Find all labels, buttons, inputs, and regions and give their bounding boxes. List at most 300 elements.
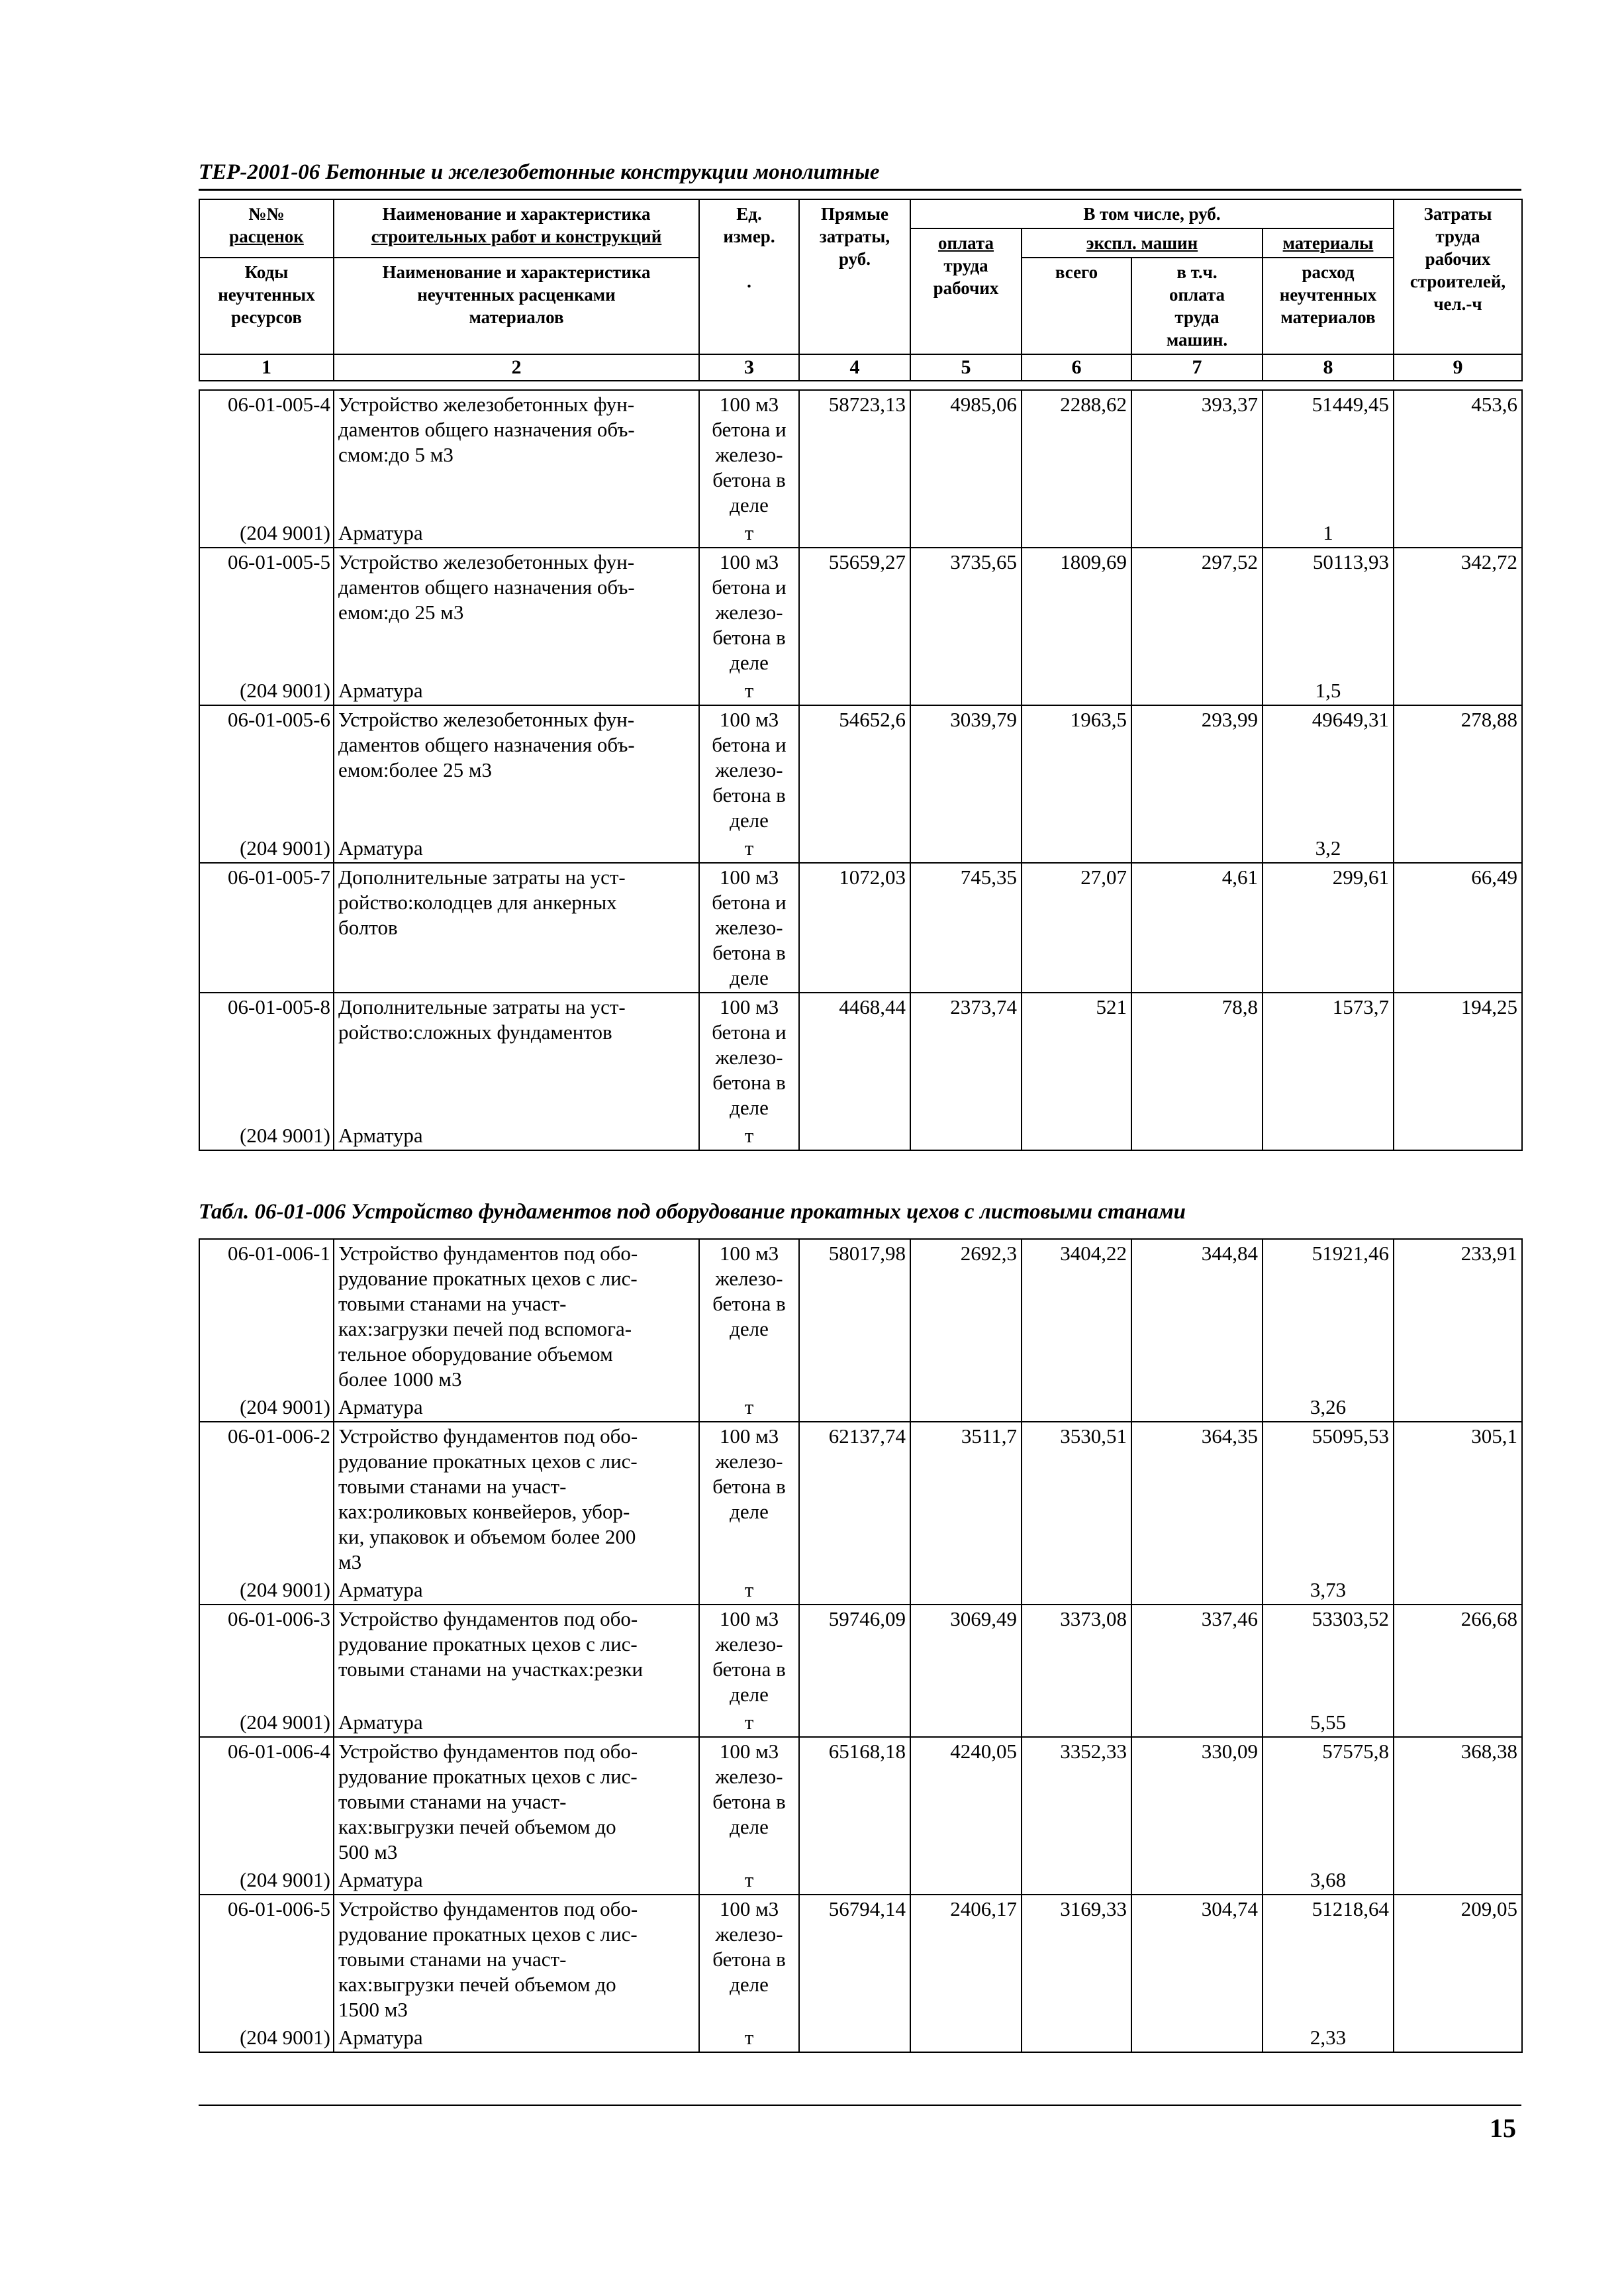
material-name: Арматура <box>334 677 699 705</box>
material-unit: т <box>699 1122 799 1150</box>
rate-row <box>199 863 1522 993</box>
table-caption: Табл. 06-01-006 Устройство фундаментов под оборудование прокатных цехов с листовыми станами <box>199 1200 1186 1224</box>
cell-line: деле <box>730 1973 769 1996</box>
cell-line: рудование прокатных цехов с лис- <box>338 1267 638 1290</box>
header-direct-costs: Прямые затраты, руб. <box>799 199 910 354</box>
empty-cell <box>1022 834 1131 863</box>
machines-total: 3352,33 <box>1022 1737 1131 1866</box>
empty-cell <box>1394 1122 1522 1150</box>
cell-line: рудование прокатных цехов с лис- <box>338 1922 638 1946</box>
empty-cell <box>910 1866 1022 1895</box>
materials-cost: 49649,31 <box>1263 705 1394 834</box>
empty-cell <box>910 2024 1022 2052</box>
cell-line: Устройство фундаментов под обо- <box>338 1242 638 1265</box>
material-quantity: 1 <box>1263 519 1394 548</box>
cell-line: железо- <box>715 1267 783 1290</box>
machines-total: 1809,69 <box>1022 548 1131 677</box>
cell-line: товыми станами на участ- <box>338 1948 567 1971</box>
material-unit: т <box>699 834 799 863</box>
rate-code: 06-01-005-6 <box>199 705 334 834</box>
worker-pay: 4985,06 <box>910 390 1022 519</box>
cell-line: ках:выгрузки печей объемом до <box>338 1973 616 1996</box>
cell-line: Устройство железобетонных фун- <box>338 550 635 573</box>
material-code: (204 9001) <box>199 677 334 705</box>
header-work-name: Наименование и характеристика строительных работ и конструкций <box>334 199 699 258</box>
material-name: Арматура <box>334 1576 699 1605</box>
material-code: (204 9001) <box>199 1122 334 1150</box>
labor-hours: 233,91 <box>1394 1239 1522 1393</box>
cell-line: товыми станами на участках:резки <box>338 1658 644 1681</box>
cell-line: Устройство фундаментов под обо- <box>338 1424 638 1448</box>
labor-hours: 278,88 <box>1394 705 1522 834</box>
worker-pay: 2692,3 <box>910 1239 1022 1393</box>
empty-cell <box>799 2024 910 2052</box>
empty-cell <box>910 519 1022 548</box>
header-material-name: Наименование и характеристика неучтенных расценками материалов <box>334 258 699 354</box>
machinist-pay: 293,99 <box>1131 705 1263 834</box>
material-code: (204 9001) <box>199 2024 334 2052</box>
material-code: (204 9001) <box>199 1709 334 1737</box>
cell-line: железо- <box>715 1632 783 1656</box>
empty-cell <box>1131 2024 1263 2052</box>
labor-hours: 194,25 <box>1394 993 1522 1122</box>
cell-line: бетона в <box>712 1475 786 1498</box>
cell-line: рудование прокатных цехов с лис- <box>338 1450 638 1473</box>
bottom-rule <box>199 2105 1521 2106</box>
rate-code: 06-01-005-7 <box>199 863 334 993</box>
materials-cost: 299,61 <box>1263 863 1394 993</box>
labor-hours: 342,72 <box>1394 548 1522 677</box>
rate-code: 06-01-006-5 <box>199 1895 334 2024</box>
rate-row <box>199 1605 1522 1709</box>
column-number: 3 <box>699 354 799 381</box>
materials-cost: 51921,46 <box>1263 1239 1394 1393</box>
rate-unit <box>699 993 799 1122</box>
material-row <box>199 1122 1522 1150</box>
rate-unit <box>699 1239 799 1393</box>
cell-line: железо- <box>715 1765 783 1788</box>
rate-name <box>334 1422 699 1576</box>
material-code: (204 9001) <box>199 1576 334 1605</box>
material-unit: т <box>699 519 799 548</box>
header-labor-costs: Затраты труда рабочих строителей, чел.-ч <box>1394 199 1522 354</box>
cell-line: смом:до 5 м3 <box>338 443 454 466</box>
labor-hours: 209,05 <box>1394 1895 1522 2024</box>
empty-cell <box>1394 834 1522 863</box>
rate-name <box>334 863 699 993</box>
cell-line: деле <box>730 1815 769 1838</box>
rate-code: 06-01-006-1 <box>199 1239 334 1393</box>
empty-cell <box>799 834 910 863</box>
empty-cell <box>1394 1866 1522 1895</box>
rate-code: 06-01-005-8 <box>199 993 334 1122</box>
empty-cell <box>1131 834 1263 863</box>
header-machinist-pay: в т.ч. оплата труда машин. <box>1131 258 1263 354</box>
empty-cell <box>799 1709 910 1737</box>
empty-cell <box>1394 1393 1522 1422</box>
page-number: 15 <box>1490 2113 1516 2143</box>
cell-line: Устройство фундаментов под обо- <box>338 1740 638 1763</box>
material-code: (204 9001) <box>199 1866 334 1895</box>
empty-cell <box>799 1393 910 1422</box>
material-unit: т <box>699 2024 799 2052</box>
rate-unit <box>699 1605 799 1709</box>
material-name: Арматура <box>334 1122 699 1150</box>
machines-total: 3404,22 <box>1022 1239 1131 1393</box>
worker-pay: 745,35 <box>910 863 1022 993</box>
material-row <box>199 1393 1522 1422</box>
cell-line: бетона и <box>712 418 787 441</box>
rate-code: 06-01-005-4 <box>199 390 334 519</box>
cell-line: бетона в <box>712 1071 786 1094</box>
empty-cell <box>1022 519 1131 548</box>
material-name: Арматура <box>334 2024 699 2052</box>
machinist-pay: 344,84 <box>1131 1239 1263 1393</box>
cell-line: рудование прокатных цехов с лис- <box>338 1632 638 1656</box>
worker-pay: 2373,74 <box>910 993 1022 1122</box>
rate-row <box>199 390 1522 519</box>
empty-cell <box>1022 1576 1131 1605</box>
cell-line: деле <box>730 1683 769 1706</box>
cell-line: бетона в <box>712 468 786 491</box>
empty-cell <box>1131 1122 1263 1150</box>
material-unit: т <box>699 1866 799 1895</box>
cell-line: железо- <box>715 601 783 624</box>
cell-line: даментов общего назначения объ- <box>338 575 635 599</box>
rates-table-006 <box>199 1238 1523 2053</box>
material-row <box>199 519 1522 548</box>
direct-costs: 58017,98 <box>799 1239 910 1393</box>
materials-cost: 50113,93 <box>1263 548 1394 677</box>
material-name: Арматура <box>334 1709 699 1737</box>
empty-cell <box>1022 2024 1131 2052</box>
labor-hours: 305,1 <box>1394 1422 1522 1576</box>
material-row <box>199 2024 1522 2052</box>
empty-cell <box>799 1866 910 1895</box>
cell-line: железо- <box>715 1046 783 1069</box>
empty-cell <box>910 1709 1022 1737</box>
cell-line: 1500 м3 <box>338 1998 408 2021</box>
cell-line: м3 <box>338 1550 362 1573</box>
direct-costs: 58723,13 <box>799 390 910 519</box>
cell-line: 100 м3 <box>719 995 779 1018</box>
empty-cell <box>910 1576 1022 1605</box>
cell-line: даментов общего назначения объ- <box>338 733 635 756</box>
cell-line: Устройство железобетонных фун- <box>338 393 635 416</box>
column-number: 8 <box>1263 354 1394 381</box>
material-row <box>199 1709 1522 1737</box>
cell-line: Дополнительные затраты на уст- <box>338 995 626 1018</box>
material-quantity: 3,68 <box>1263 1866 1394 1895</box>
cell-line: 100 м3 <box>719 866 779 889</box>
cell-line: 100 м3 <box>719 1424 779 1448</box>
rate-code: 06-01-006-2 <box>199 1422 334 1576</box>
material-code: (204 9001) <box>199 1393 334 1422</box>
cell-line: деле <box>730 966 769 989</box>
empty-cell <box>1131 677 1263 705</box>
empty-cell <box>910 1122 1022 1150</box>
page-header: ТЕР-2001-06 Бетонные и железобетонные конструкции монолитные <box>199 160 880 184</box>
cell-line: товыми станами на участ- <box>338 1475 567 1498</box>
column-number: 9 <box>1394 354 1522 381</box>
header-including-group: В том числе, руб. <box>910 199 1394 228</box>
rate-name <box>334 993 699 1122</box>
column-number: 4 <box>799 354 910 381</box>
empty-cell <box>799 677 910 705</box>
cell-line: бетона и <box>712 575 787 599</box>
cell-line: емом:до 25 м3 <box>338 601 464 624</box>
material-name: Арматура <box>334 1866 699 1895</box>
empty-cell <box>1022 1866 1131 1895</box>
material-quantity: 2,33 <box>1263 2024 1394 2052</box>
empty-cell <box>1131 1866 1263 1895</box>
empty-cell <box>1022 1122 1131 1150</box>
empty-cell <box>1131 1709 1263 1737</box>
cell-line: деле <box>730 651 769 674</box>
empty-cell <box>1022 1709 1131 1737</box>
cell-line: железо- <box>715 916 783 939</box>
cell-line: 100 м3 <box>719 1897 779 1920</box>
rate-row <box>199 1737 1522 1866</box>
cell-line: даментов общего назначения объ- <box>338 418 635 441</box>
cell-line: деле <box>730 809 769 832</box>
rate-code: 06-01-005-5 <box>199 548 334 677</box>
empty-cell <box>1131 1393 1263 1422</box>
rate-row <box>199 993 1522 1122</box>
rate-row <box>199 705 1522 834</box>
material-quantity: 3,73 <box>1263 1576 1394 1605</box>
rate-row <box>199 1895 1522 2024</box>
material-unit: т <box>699 1576 799 1605</box>
column-number: 1 <box>199 354 334 381</box>
cell-line: ках:загрузки печей под вспомога- <box>338 1317 632 1340</box>
empty-cell <box>1131 519 1263 548</box>
column-number: 5 <box>910 354 1022 381</box>
machines-total: 3169,33 <box>1022 1895 1131 2024</box>
cell-line: товыми станами на участ- <box>338 1790 567 1813</box>
cell-line: товыми станами на участ- <box>338 1292 567 1315</box>
material-unit: т <box>699 1393 799 1422</box>
material-row <box>199 834 1522 863</box>
material-quantity <box>1263 1122 1394 1150</box>
rate-unit <box>699 705 799 834</box>
cell-line: деле <box>730 1317 769 1340</box>
cell-line: Устройство железобетонных фун- <box>338 708 635 731</box>
machines-total: 521 <box>1022 993 1131 1122</box>
rate-name <box>334 390 699 519</box>
empty-cell <box>910 677 1022 705</box>
rate-row <box>199 1422 1522 1576</box>
direct-costs: 4468,44 <box>799 993 910 1122</box>
empty-cell <box>1394 1576 1522 1605</box>
cell-line: бетона в <box>712 941 786 964</box>
column-number: 6 <box>1022 354 1131 381</box>
empty-cell <box>1394 519 1522 548</box>
cell-line: железо- <box>715 443 783 466</box>
material-name: Арматура <box>334 834 699 863</box>
materials-cost: 1573,7 <box>1263 993 1394 1122</box>
cell-line: железо- <box>715 1922 783 1946</box>
cell-line: деле <box>730 493 769 517</box>
worker-pay: 3039,79 <box>910 705 1022 834</box>
column-header-table <box>199 199 1523 381</box>
machinist-pay: 4,61 <box>1131 863 1263 993</box>
empty-cell <box>910 1393 1022 1422</box>
empty-cell <box>799 519 910 548</box>
empty-cell <box>1131 1576 1263 1605</box>
material-unit: т <box>699 1709 799 1737</box>
rate-name <box>334 1737 699 1866</box>
direct-costs: 59746,09 <box>799 1605 910 1709</box>
empty-cell <box>1394 1709 1522 1737</box>
machines-total: 1963,5 <box>1022 705 1131 834</box>
empty-cell <box>1022 677 1131 705</box>
cell-line: бетона в <box>712 1658 786 1681</box>
labor-hours: 368,38 <box>1394 1737 1522 1866</box>
cell-line: ках:выгрузки печей объемом до <box>338 1815 616 1838</box>
rate-unit <box>699 1422 799 1576</box>
machinist-pay: 337,46 <box>1131 1605 1263 1709</box>
cell-line: деле <box>730 1500 769 1523</box>
cell-line: Дополнительные затраты на уст- <box>338 866 626 889</box>
rate-name <box>334 1239 699 1393</box>
material-quantity: 1,5 <box>1263 677 1394 705</box>
header-machines-total: всего <box>1022 258 1131 354</box>
worker-pay: 2406,17 <box>910 1895 1022 2024</box>
material-row <box>199 1576 1522 1605</box>
rate-row <box>199 548 1522 677</box>
header-worker-pay: оплата труда рабочих <box>910 228 1022 354</box>
cell-line: ройство:колодцев для анкерных <box>338 891 617 914</box>
cell-line: 100 м3 <box>719 1607 779 1630</box>
cell-line: бетона в <box>712 783 786 807</box>
rate-name <box>334 1895 699 2024</box>
rate-unit <box>699 390 799 519</box>
worker-pay: 3069,49 <box>910 1605 1022 1709</box>
cell-line: ки, упаковок и объемом более 200 <box>338 1525 636 1548</box>
header-resource-codes: Коды неучтенных ресурсов <box>199 258 334 354</box>
column-number: 2 <box>334 354 699 381</box>
material-unit: т <box>699 677 799 705</box>
rate-name <box>334 548 699 677</box>
rate-name <box>334 705 699 834</box>
empty-cell <box>799 1122 910 1150</box>
cell-line: 100 м3 <box>719 708 779 731</box>
rate-unit <box>699 1895 799 2024</box>
header-rate-number: №№ расценок <box>199 199 334 258</box>
rate-row <box>199 1239 1522 1393</box>
cell-line: бетона в <box>712 1948 786 1971</box>
cell-line: 500 м3 <box>338 1840 398 1863</box>
cell-line: железо- <box>715 758 783 781</box>
material-name: Арматура <box>334 519 699 548</box>
empty-cell <box>799 1576 910 1605</box>
material-quantity: 3,26 <box>1263 1393 1394 1422</box>
worker-pay: 4240,05 <box>910 1737 1022 1866</box>
cell-line: бетона и <box>712 733 787 756</box>
cell-line: 100 м3 <box>719 1242 779 1265</box>
cell-line: бетона в <box>712 1292 786 1315</box>
empty-cell <box>910 834 1022 863</box>
material-quantity: 3,2 <box>1263 834 1394 863</box>
cell-line: бетона и <box>712 891 787 914</box>
cell-line: деле <box>730 1096 769 1119</box>
direct-costs: 65168,18 <box>799 1737 910 1866</box>
labor-hours: 266,68 <box>1394 1605 1522 1709</box>
rate-unit <box>699 863 799 993</box>
cell-line: 100 м3 <box>719 550 779 573</box>
direct-costs: 55659,27 <box>799 548 910 677</box>
empty-cell <box>1022 1393 1131 1422</box>
machinist-pay: 78,8 <box>1131 993 1263 1122</box>
header-materials: материалы <box>1263 228 1394 258</box>
cell-line: емом:более 25 м3 <box>338 758 492 781</box>
materials-cost: 51218,64 <box>1263 1895 1394 2024</box>
machinist-pay: 330,09 <box>1131 1737 1263 1866</box>
cell-line: ках:роликовых конвейеров, убор- <box>338 1500 630 1523</box>
rate-code: 06-01-006-3 <box>199 1605 334 1709</box>
direct-costs: 54652,6 <box>799 705 910 834</box>
materials-cost: 53303,52 <box>1263 1605 1394 1709</box>
cell-line: бетона в <box>712 1790 786 1813</box>
machinist-pay: 297,52 <box>1131 548 1263 677</box>
cell-line: ройство:сложных фундаментов <box>338 1020 612 1044</box>
material-row <box>199 677 1522 705</box>
material-quantity: 5,55 <box>1263 1709 1394 1737</box>
labor-hours: 453,6 <box>1394 390 1522 519</box>
machinist-pay: 364,35 <box>1131 1422 1263 1576</box>
cell-line: Устройство фундаментов под обо- <box>338 1897 638 1920</box>
column-number: 7 <box>1131 354 1263 381</box>
rate-name <box>334 1605 699 1709</box>
rates-table-005 <box>199 389 1523 1151</box>
direct-costs: 62137,74 <box>799 1422 910 1576</box>
direct-costs: 1072,03 <box>799 863 910 993</box>
rate-unit <box>699 1737 799 1866</box>
material-row <box>199 1866 1522 1895</box>
materials-cost: 51449,45 <box>1263 390 1394 519</box>
machines-total: 3373,08 <box>1022 1605 1131 1709</box>
header-machines: экспл. машин <box>1022 228 1263 258</box>
machinist-pay: 393,37 <box>1131 390 1263 519</box>
cell-line: болтов <box>338 916 398 939</box>
cell-line: 100 м3 <box>719 393 779 416</box>
cell-line: тельное оборудование объемом <box>338 1342 613 1365</box>
materials-cost: 55095,53 <box>1263 1422 1394 1576</box>
materials-cost: 57575,8 <box>1263 1737 1394 1866</box>
cell-line: рудование прокатных цехов с лис- <box>338 1765 638 1788</box>
cell-line: 100 м3 <box>719 1740 779 1763</box>
cell-line: Устройство фундаментов под обо- <box>338 1607 638 1630</box>
cell-line: более 1000 м3 <box>338 1367 462 1391</box>
header-material-consumption: расход неучтенных материалов <box>1263 258 1394 354</box>
labor-hours: 66,49 <box>1394 863 1522 993</box>
cell-line: бетона и <box>712 1020 787 1044</box>
material-code: (204 9001) <box>199 834 334 863</box>
machines-total: 3530,51 <box>1022 1422 1131 1576</box>
direct-costs: 56794,14 <box>799 1895 910 2024</box>
material-code: (204 9001) <box>199 519 334 548</box>
cell-line: бетона в <box>712 626 786 649</box>
machines-total: 2288,62 <box>1022 390 1131 519</box>
empty-cell <box>1394 677 1522 705</box>
rate-code: 06-01-006-4 <box>199 1737 334 1866</box>
material-name: Арматура <box>334 1393 699 1422</box>
machines-total: 27,07 <box>1022 863 1131 993</box>
rate-unit <box>699 548 799 677</box>
cell-line: железо- <box>715 1450 783 1473</box>
worker-pay: 3511,7 <box>910 1422 1022 1576</box>
